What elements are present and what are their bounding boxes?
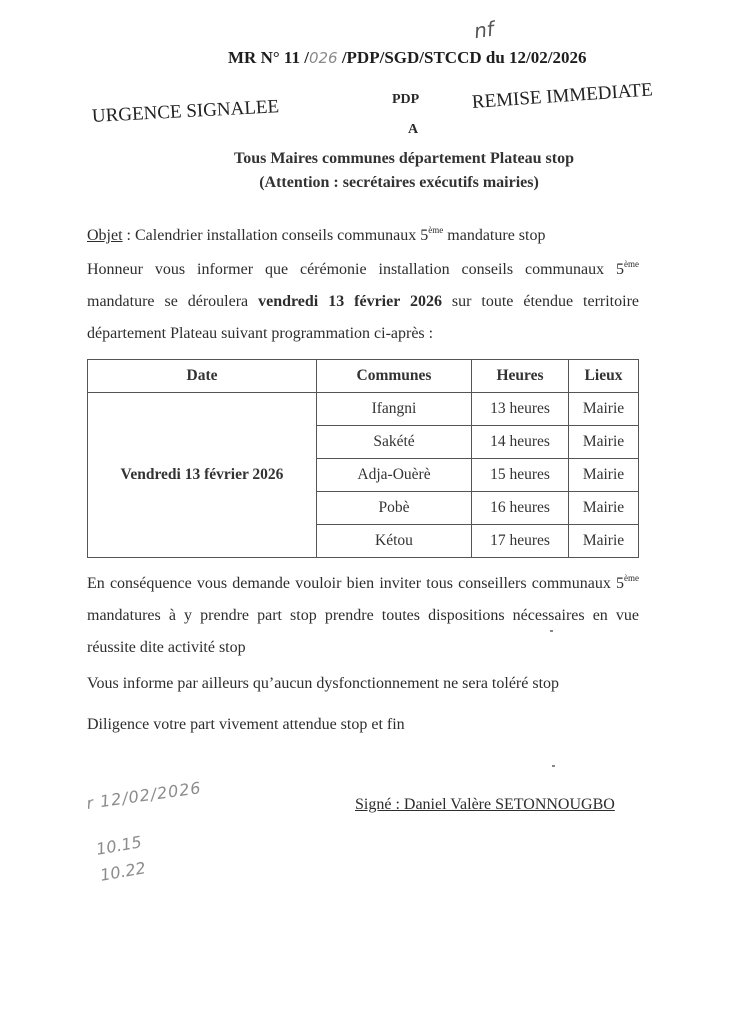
signature-line: Signé : Daniel Valère SETONNOUGBO xyxy=(355,796,615,813)
table-header-row xyxy=(88,360,639,393)
commune-cell: Ifangni xyxy=(317,393,472,426)
subject-label: Objet xyxy=(87,227,123,244)
urgency-label: URGENCE SIGNALEE xyxy=(91,96,280,127)
subject-sup: ème xyxy=(428,225,444,235)
header-lieux: Lieux xyxy=(569,360,639,393)
recipients-line-1: Tous Maires communes département Plateau stop xyxy=(234,150,574,167)
intro-bold-date: vendredi 13 février 2026 xyxy=(258,293,442,310)
handwritten-time-1: 10.15 xyxy=(94,832,144,859)
lieu-cell: Mairie xyxy=(569,492,639,525)
lieu-cell: Mairie xyxy=(569,525,639,558)
message-reference xyxy=(228,48,586,68)
commune-cell: Sakété xyxy=(317,426,472,459)
intro-sup: ème xyxy=(624,259,639,269)
closing-paragraph: Diligence votre part vivement attendue stop et fin xyxy=(87,716,405,733)
scan-speck xyxy=(550,630,553,632)
commune-cell: Kétou xyxy=(317,525,472,558)
intro-paragraph xyxy=(87,254,639,350)
reference-suffix: /PDP/SGD/STCCD du 12/02/2026 xyxy=(337,48,587,67)
delivery-label: REMISE IMMEDIATE xyxy=(471,79,654,113)
reference-handwritten-number: 026 xyxy=(308,49,338,67)
intro-text-3: sur toute étendue territoire département Plateau suivant programmation ci-après : xyxy=(87,293,640,342)
lieu-cell: Mairie xyxy=(569,459,639,492)
lieu-cell: Mairie xyxy=(569,426,639,459)
handwritten-received-date: r 12/02/2026 xyxy=(85,778,203,813)
reference-prefix: MR N° 11 / xyxy=(228,48,309,67)
header-communes: Communes xyxy=(317,360,472,393)
consequence-paragraph xyxy=(87,568,639,664)
schedule-table xyxy=(87,359,639,558)
header-heures: Heures xyxy=(472,360,569,393)
recipients-line-2: (Attention : secrétaires exécutifs mairies) xyxy=(259,174,539,191)
subject-separator: : xyxy=(122,227,135,244)
warning-paragraph: Vous informe par ailleurs qu’aucun dysfonctionnement ne sera toléré stop xyxy=(87,675,560,692)
subject-text-end: mandature stop xyxy=(443,227,546,244)
subject-line xyxy=(87,220,639,252)
consequence-text-2: mandatures à y prendre part stop prendre toutes dispositions nécessaires en vue réussite dite activité stop xyxy=(87,607,639,656)
intro-text-2: mandature se déroulera xyxy=(87,293,259,310)
header-date: Date xyxy=(88,360,317,393)
sender-label: PDP xyxy=(392,92,420,107)
table-row xyxy=(88,393,639,426)
lieu-cell: Mairie xyxy=(569,393,639,426)
commune-cell: Adja-Ouèrè xyxy=(317,459,472,492)
heure-cell: 17 heures xyxy=(472,525,569,558)
heure-cell: 16 heures xyxy=(472,492,569,525)
handwritten-time-2: 10.22 xyxy=(98,858,148,885)
date-cell: Vendredi 13 février 2026 xyxy=(88,393,317,558)
consequence-text-1: En conséquence vous demande vouloir bien inviter tous conseillers communaux 5 xyxy=(87,575,624,592)
handwritten-initials: nf xyxy=(472,16,496,44)
intro-text-1: Honneur vous informer que cérémonie installation conseils communaux 5 xyxy=(87,261,624,278)
commune-cell: Pobè xyxy=(317,492,472,525)
consequence-sup: ème xyxy=(624,573,639,583)
to-label: A xyxy=(408,122,419,137)
subject-text: Calendrier installation conseils communaux 5 xyxy=(135,227,429,244)
heure-cell: 13 heures xyxy=(472,393,569,426)
scan-speck xyxy=(552,765,555,767)
heure-cell: 15 heures xyxy=(472,459,569,492)
heure-cell: 14 heures xyxy=(472,426,569,459)
